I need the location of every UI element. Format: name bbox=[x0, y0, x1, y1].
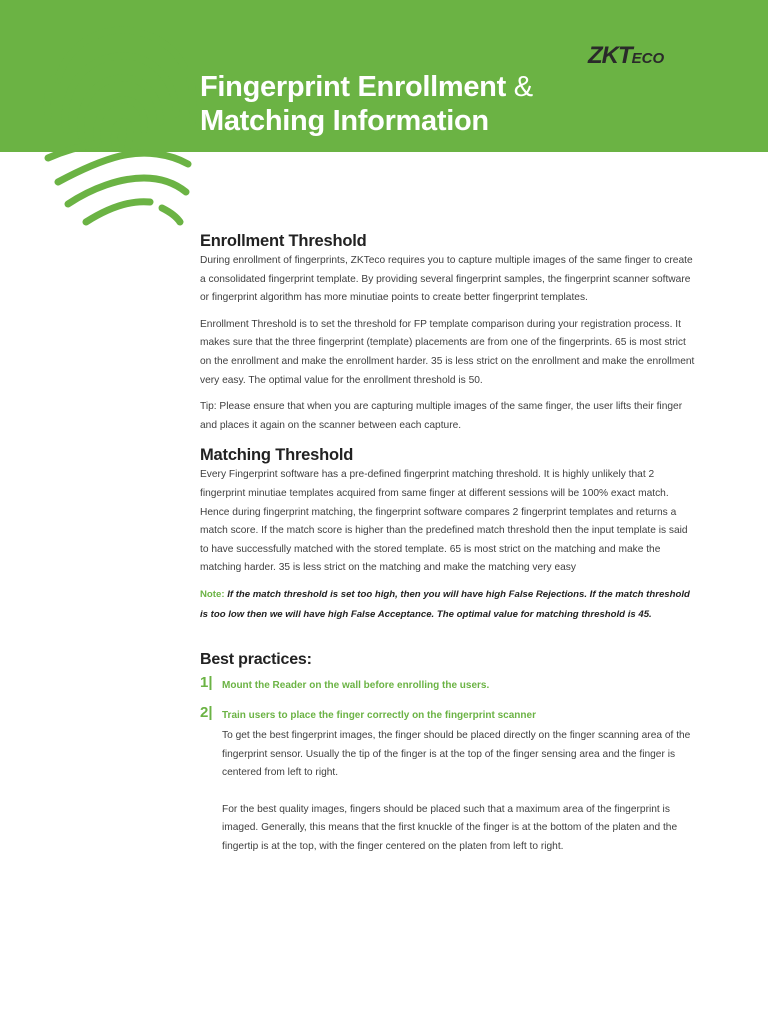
note-text: If the match threshold is set too high, then you will have high False Rejections. If the match threshold is too low then we will have high False Acceptance. The optimal value for matching threshold is 45. bbox=[200, 588, 690, 620]
title-line2: Matching Information bbox=[200, 105, 489, 137]
matching-paragraph: Every Fingerprint software has a pre-defined fingerprint matching threshold. It is highly unlikely that 2 fingerprint minutiae templates acquired from same finger at different sessions will be 100% exact match. Hence during fingerprint matching, the fingerprint software compares 2 fingerprint templates and returns a match score. If the match score is higher than the predefined match threshold then the input template is said to have successfully matched with the stored template. 65 is most strict on the matching and make the matching harder. 35 is less strict on the matching and make the matching very easy bbox=[200, 469, 688, 574]
best-practice-paragraph-2: For the best quality images, fingers should be placed such that a maximum area of the fingerprint is imaged. Generally, this means that the first knuckle of the finger is at the bottom of the platen and the fingertip is at the top, with the finger centered on the platen from left to right. bbox=[222, 803, 678, 852]
best-practice-body bbox=[222, 727, 696, 857]
fingerprint-icon bbox=[38, 18, 198, 230]
brand-eco: ECO bbox=[631, 50, 665, 67]
note-label: Note: bbox=[200, 588, 225, 600]
best-practice-heading: Mount the Reader on the wall before enrolling the users. bbox=[222, 679, 490, 691]
matching-note bbox=[200, 585, 696, 625]
enrollment-tip: Tip: Please ensure that when you are capturing multiple images of the same finger, the user lifts their finger and places it again on the scanner between each capture. bbox=[200, 401, 683, 431]
enrollment-paragraph-1: During enrollment of fingerprints, ZKTeco requires you to capture multiple images of the same finger to create a consolidated fingerprint template. By providing several fingerprint samples, the fingerprint scanner software or fingerprint algorithm has more minutiae points to create better fingerprint templates. bbox=[200, 255, 693, 304]
enrollment-paragraph-2: Enrollment Threshold is to set the threshold for FP template comparison during your registration process. It makes sure that the three fingerprint (template) placements are from one of the fingerprints. 65 is most strict on the enrollment and make the enrollment harder. 35 is less strict on the enrollment and make the enrollment very easy. The optimal value for the enrollment threshold is 50. bbox=[200, 318, 695, 386]
page-title bbox=[200, 70, 533, 138]
title-ampersand: & bbox=[513, 71, 533, 103]
content bbox=[200, 230, 696, 856]
best-practice-number: 1| bbox=[200, 673, 213, 691]
best-practice-paragraph-1: To get the best fingerprint images, the finger should be placed directly on the finger scanning area of the fingerprint sensor. Usually the tip of the finger is at the top of the finger sensing area and the finger is centered from left to right. bbox=[222, 729, 691, 779]
title-line1: Fingerprint Enrollment bbox=[200, 71, 506, 103]
best-practice-number: 2| bbox=[200, 703, 213, 721]
best-practices-heading: Best practices: bbox=[200, 650, 312, 668]
brand-zk: ZKT bbox=[588, 42, 632, 69]
best-practice-item-1 bbox=[200, 673, 696, 695]
matching-threshold-heading: Matching Threshold bbox=[200, 446, 354, 465]
best-practice-heading: Train users to place the finger correctly on the fingerprint scanner bbox=[222, 709, 536, 721]
zkteco-logo bbox=[588, 42, 664, 70]
enrollment-threshold-heading: Enrollment Threshold bbox=[200, 232, 367, 250]
best-practice-item-2 bbox=[200, 703, 696, 857]
